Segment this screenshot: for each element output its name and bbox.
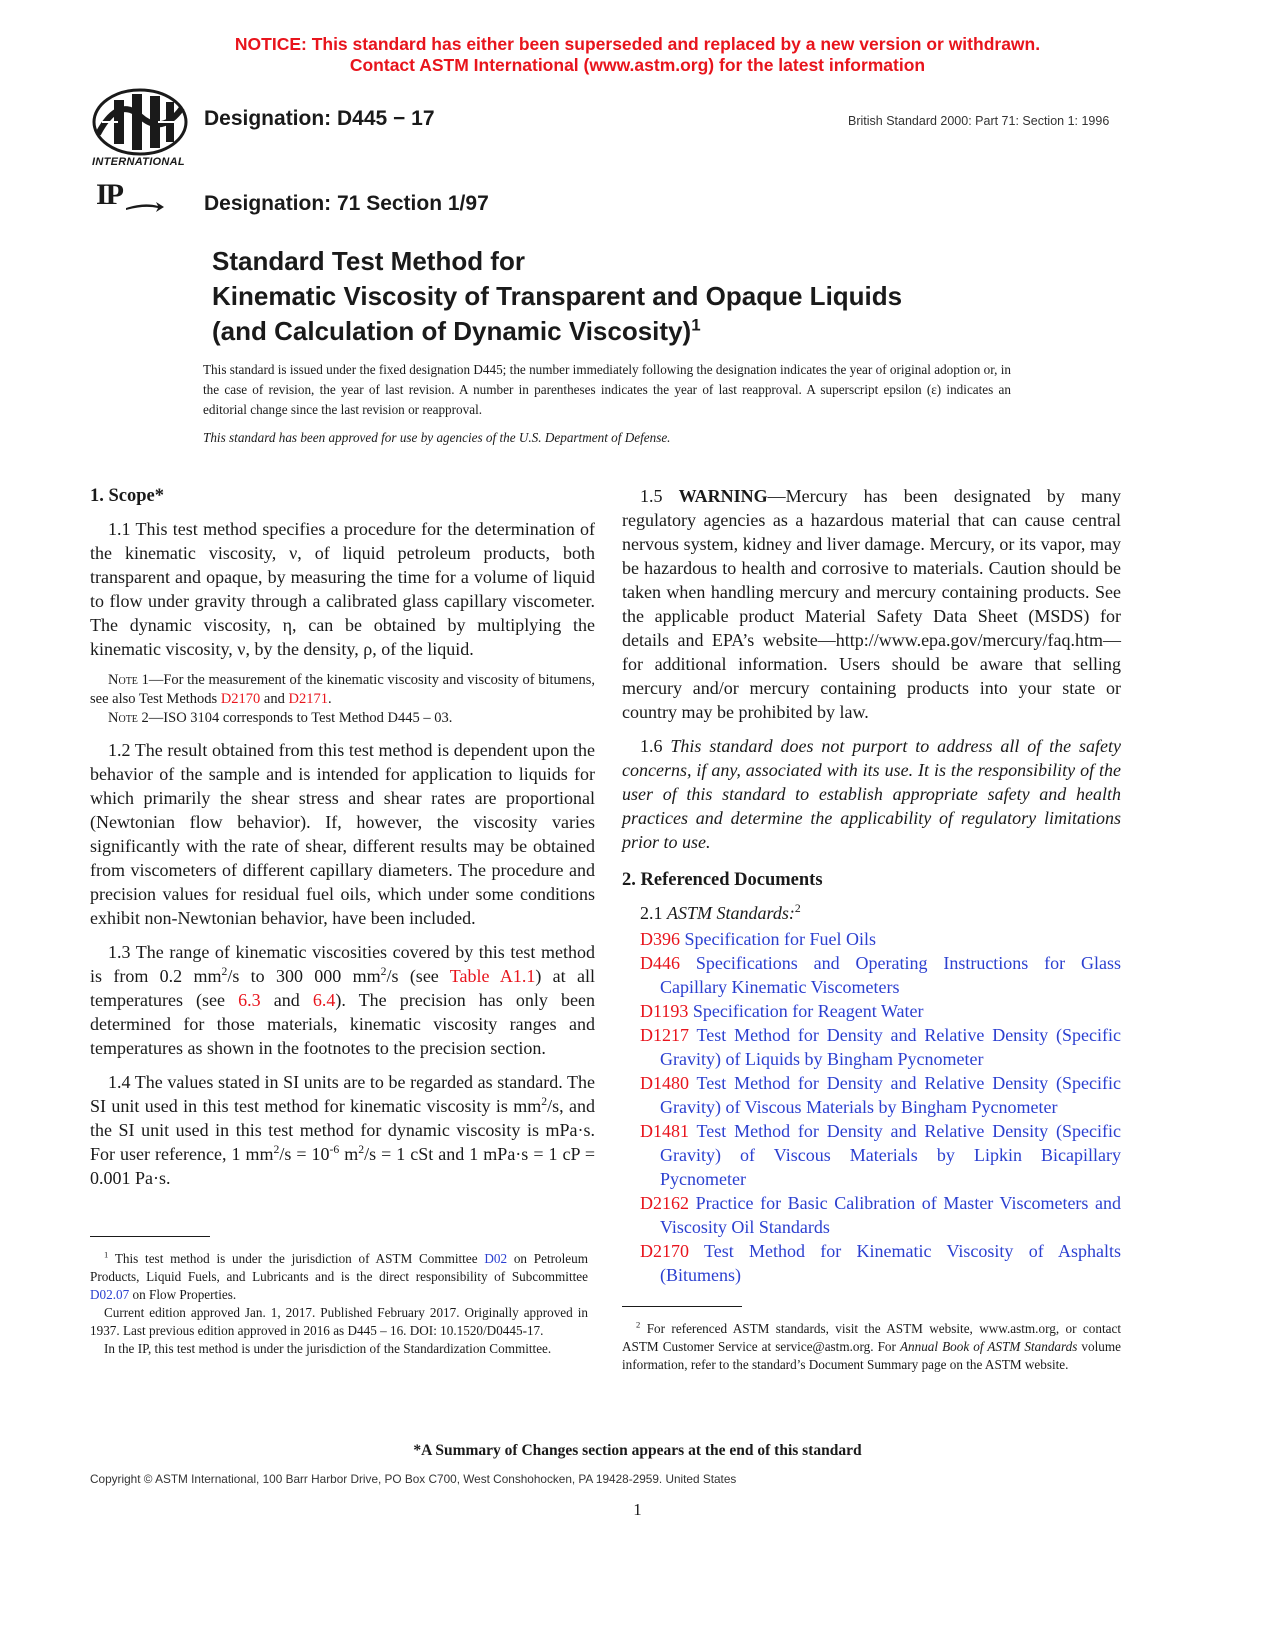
s14-b: /s, and the SI unit used in this test method for dynamic viscosity is mPa·s. For user reference, 1 mm <box>90 1096 595 1164</box>
astm-num: 2.1 <box>640 903 667 923</box>
note-1-text: —For the measurement of the kinematic viscosity and viscosity of bitumens, see also Test Methods <box>90 672 595 707</box>
footnote-rule-left <box>90 1236 210 1237</box>
s15-text: —Mercury has been designated by many regulatory agencies as a hazardous material that can cause central nervous system, kidney and liver damage. Mercury, or its vapor, may be hazardous to health and corrosive to materials. Caution should be taken when handling mercury and mercury containing products. See the applicable product Material Safety Data Sheet (MSDS) for details and EPA’s website—http://www.epa.gov/mercury/faq.htm—for additional information. Users should be aware that selling mercury and/or mercury containing products into your state or country may be prohibited by law. <box>622 486 1121 722</box>
british-standard: British Standard 2000: Part 71: Section 1: 1996 <box>848 114 1110 128</box>
note-1 <box>90 671 595 709</box>
ref-title[interactable]: Practice for Basic Calibration of Master Viscometers and Viscosity Oil Standards <box>660 1193 1121 1237</box>
title-line-2: Kinematic Viscosity of Transparent and Opaque Liquids <box>212 281 903 311</box>
section-1-6 <box>622 734 1121 854</box>
ref-title[interactable]: Test Method for Kinematic Viscosity of Asphalts (Bitumens) <box>660 1241 1121 1285</box>
s13-a: 1.3 The range of kinematic viscosities covered by this test method is from 0.2 mm <box>90 942 595 986</box>
ref-code[interactable]: D1481 <box>640 1121 689 1141</box>
s14-sup-3: 2 <box>358 1143 365 1156</box>
fn1-a: This test method is under the jurisdiction of ASTM Committee <box>108 1251 485 1266</box>
note-1-end: . <box>327 691 332 707</box>
s13-d: ) at all temperatures (see <box>90 966 595 1010</box>
note-2-label: Note 2 <box>108 710 149 726</box>
ref-title[interactable]: Specification for Fuel Oils <box>680 929 876 949</box>
footnote-1-jurisdiction <box>90 1250 588 1304</box>
reference-item[interactable] <box>622 1119 1121 1191</box>
s14-c: /s = 10 <box>279 1144 330 1164</box>
s14-sup-1: 2 <box>541 1095 548 1108</box>
note-1-and: and <box>260 691 289 707</box>
link-6-4[interactable]: 6.4 <box>312 990 336 1010</box>
link-table-a1-1[interactable]: Table A1.1 <box>449 966 536 986</box>
ref-code[interactable]: D446 <box>640 953 680 973</box>
footnote-2-mark: 2 <box>636 1319 641 1330</box>
s15-num: 1.5 <box>640 486 679 506</box>
footnote-rule-right <box>622 1306 742 1307</box>
section-1-5 <box>622 484 1121 724</box>
page-number: 1 <box>633 1500 642 1519</box>
fn1-b: on Petroleum Products, Liquid Fuels, and Lubricants and is the direct responsibility of Subcommittee <box>90 1251 588 1284</box>
left-column <box>90 484 595 1200</box>
reference-item[interactable] <box>622 951 1121 999</box>
logo-international-text: INTERNATIONAL <box>92 156 185 168</box>
summary-of-changes-note: *A Summary of Changes section appears at the end of this standard <box>413 1442 862 1459</box>
note-1-label: Note 1 <box>108 672 149 688</box>
document-title <box>212 244 1212 349</box>
title-line-3 <box>212 314 1212 349</box>
ref-code[interactable]: D396 <box>640 929 680 949</box>
reference-item[interactable] <box>622 1071 1121 1119</box>
s13-b: /s to 300 000 mm <box>227 966 381 986</box>
s13-sup-1: 2 <box>221 965 228 978</box>
astm-sup: 2 <box>794 902 801 915</box>
s14-a: 1.4 The values stated in SI units are to be regarded as standard. The SI unit used in this test method for kinematic viscosity is mm <box>90 1072 595 1116</box>
s14-e: /s = 1 cSt and 1 mPa·s = 1 cP = 0.001 Pa·s. <box>90 1144 595 1188</box>
reference-item[interactable] <box>622 1239 1121 1287</box>
s14-sup-2: 2 <box>273 1143 280 1156</box>
fn2-italic: Annual Book of ASTM Standards <box>899 1339 1078 1354</box>
ref-title[interactable]: Test Method for Density and Relative Density (Specific Gravity) of Viscous Materials by Bingham Pycnometer <box>660 1073 1121 1117</box>
footnote-2 <box>622 1320 1121 1374</box>
ref-code[interactable]: D2162 <box>640 1193 689 1213</box>
ref-title[interactable]: Specifications and Operating Instructions for Glass Capillary Kinematic Viscometers <box>660 953 1121 997</box>
astm-standards-label <box>622 901 1121 925</box>
link-d2170[interactable]: D2170 <box>220 691 261 707</box>
s16-text: This standard does not purport to address all of the safety concerns, if any, associated with its use. It is the responsibility of the user of this standard to establish appropriate safety and health practices and determine the applicability of regulatory limitations prior to use. <box>622 736 1122 852</box>
s13-f: ). The precision has only been determined for those materials, kinematic viscosity ranges and temperatures as shown in the footnotes to the precision section. <box>90 990 595 1058</box>
reference-item[interactable] <box>622 1023 1121 1071</box>
section-1-2: 1.2 The result obtained from this test method is dependent upon the behavior of the sample and is intended for application to liquids for which primarily the shear stress and shear rates are proportional (Newtonian flow behavior). If, however, the viscosity varies significantly with the rate of shear, different results may be obtained from viscometers of different capillary diameters. The procedure and precision values for residual fuel oils, which under some conditions exhibit non-Newtonian behavior, have been included. <box>90 740 595 928</box>
section-1-1: 1.1 This test method specifies a procedure for the determination of the kinematic viscosity, ν, of liquid petroleum products, both transparent and opaque, by measuring the time for a volume of liquid to flow under gravity through a calibrated glass capillary viscometer. The dynamic viscosity, η, can be obtained by multiplying the kinematic viscosity, ν, by the density, ρ, of the liquid. <box>90 519 595 659</box>
link-d02[interactable]: D02 <box>484 1251 508 1266</box>
s13-sup-2: 2 <box>380 965 387 978</box>
s13-e: and <box>260 990 313 1010</box>
s14-d: m <box>339 1144 359 1164</box>
ref-code[interactable]: D1480 <box>640 1073 689 1093</box>
dod-approval: This standard has been approved for use by agencies of the U.S. Department of Defense. <box>203 430 671 445</box>
s16-num: 1.6 <box>640 736 671 756</box>
ref-code[interactable]: D1217 <box>640 1025 689 1045</box>
notice-line-1: NOTICE: This standard has either been superseded and replaced by a new version or withdrawn. <box>234 34 1041 54</box>
ip-swoosh-icon <box>126 200 166 214</box>
ip-logo <box>96 178 166 218</box>
footnote-1 <box>90 1250 588 1358</box>
fn2-b: volume information, refer to the standard’s Document Summary page on the ASTM website. <box>622 1339 1121 1372</box>
link-d2171[interactable]: D2171 <box>288 691 328 707</box>
footnote-1-edition: Current edition approved Jan. 1, 2017. Published February 2017. Originally approved in 1937. Last previous edition approved in 2016 as D445 – 16. DOI: 10.1520/D0445-17. <box>90 1305 588 1338</box>
section-1-4 <box>90 1070 595 1190</box>
title-line-3-text: (and Calculation of Dynamic Viscosity) <box>212 316 692 346</box>
s14-exp: -6 <box>329 1143 340 1156</box>
referenced-documents-heading: 2. Referenced Documents <box>622 870 823 890</box>
ref-title[interactable]: Test Method for Density and Relative Density (Specific Gravity) of Viscous Materials by Lipkin Bicapillary Pycnometer <box>660 1121 1121 1189</box>
s13-c: /s (see <box>386 966 450 986</box>
ref-code[interactable]: D1193 <box>640 1001 689 1021</box>
note-2-text: —ISO 3104 corresponds to Test Method D445 – 03. <box>148 710 453 726</box>
ip-logo-text: IP <box>96 178 122 211</box>
designation-astm: Designation: D445 − 17 <box>204 107 435 130</box>
ref-title[interactable]: Specification for Reagent Water <box>688 1001 924 1021</box>
designation-ip: Designation: 71 Section 1/97 <box>204 192 489 215</box>
reference-list <box>622 927 1121 1287</box>
link-6-3[interactable]: 6.3 <box>238 990 261 1010</box>
fn2-a: For referenced ASTM standards, visit the ASTM website, www.astm.org, or contact ASTM Customer Service at service@astm.org. For <box>622 1321 1121 1354</box>
title-footnote-mark: 1 <box>691 315 701 335</box>
s15-warning: WARNING <box>678 486 768 506</box>
scope-heading: 1. Scope* <box>90 486 164 506</box>
astm-label: ASTM Standards: <box>667 903 795 923</box>
right-column <box>622 484 1121 1287</box>
fn1-c: on Flow Properties. <box>129 1287 237 1302</box>
ref-code[interactable]: D2170 <box>640 1241 689 1261</box>
reference-item[interactable] <box>622 927 1121 951</box>
title-line-1: Standard Test Method for <box>212 246 525 276</box>
ref-title[interactable]: Test Method for Density and Relative Density (Specific Gravity) of Liquids by Bingham Pycnometer <box>660 1025 1121 1069</box>
reference-item[interactable] <box>622 1191 1121 1239</box>
issuance-statement: This standard is issued under the fixed designation D445; the number immediately following the designation indicates the year of original adoption or, in the case of revision, the year of last revision. A number in parentheses indicates the year of last reapproval. A superscript epsilon (ε) indicates an editorial change since the last revision or reapproval. <box>203 362 1011 417</box>
note-2 <box>90 709 595 728</box>
footnote-2-text <box>622 1320 1121 1374</box>
section-1-3 <box>90 940 595 1060</box>
notice-line-2: Contact ASTM International (www.astm.org) for the latest information <box>349 55 926 75</box>
link-d02-07[interactable]: D02.07 <box>90 1287 130 1302</box>
copyright: Copyright © ASTM International, 100 Barr Harbor Drive, PO Box C700, West Conshohocken, PA 19428-2959. United States <box>90 1472 737 1486</box>
footnote-1-mark: 1 <box>104 1249 109 1260</box>
reference-item[interactable] <box>622 999 1121 1023</box>
footnote-1-ip: In the IP, this test method is under the jurisdiction of the Standardization Committee. <box>104 1341 552 1356</box>
astm-logo-icon <box>88 86 192 158</box>
notice-banner <box>0 34 1275 76</box>
astm-logo <box>88 86 192 172</box>
